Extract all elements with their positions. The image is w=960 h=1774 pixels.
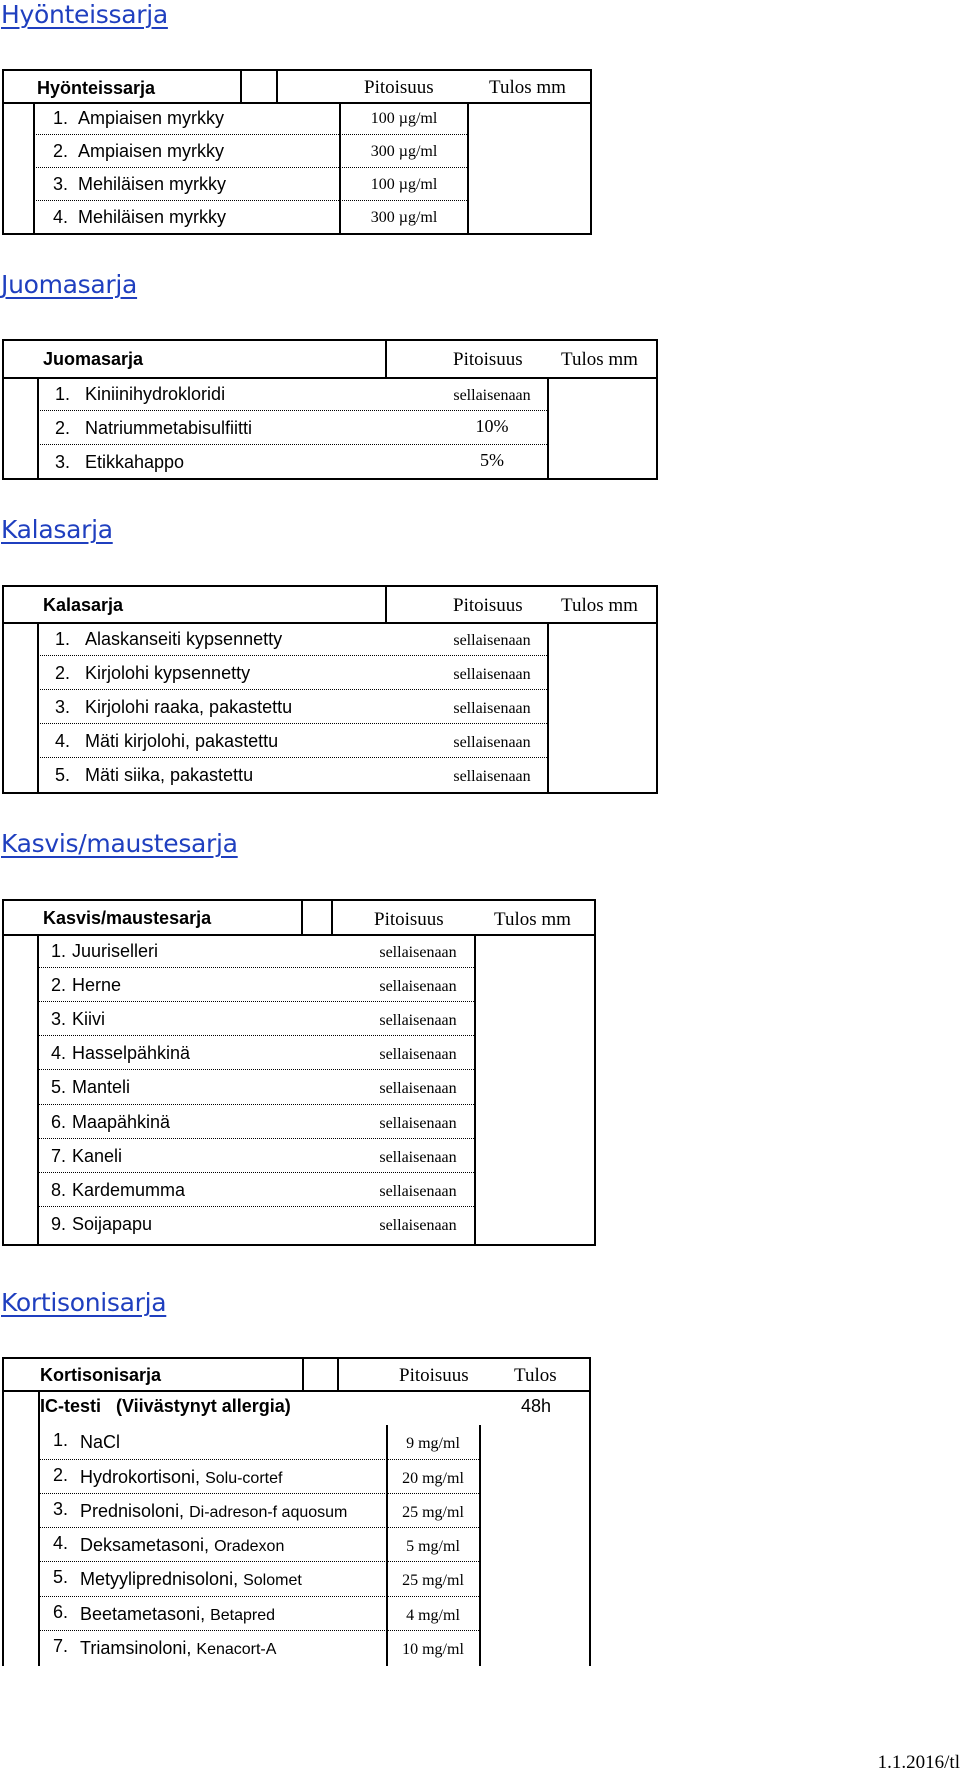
table-row: 2. Ampiaisen myrkky 300 µg/ml bbox=[33, 135, 467, 168]
table-row: 3. Kirjolohi raaka, pakastettu sellaisenaan bbox=[37, 690, 547, 724]
table-header bbox=[4, 341, 656, 379]
header-concentration: Pitoisuus bbox=[374, 909, 444, 930]
table-row: 7. Kaneli sellaisenaan bbox=[37, 1139, 474, 1173]
header-result: Tulos mm bbox=[489, 77, 566, 98]
section-title-juomasarja: Juomasarja bbox=[1, 270, 138, 299]
table-row: 2. Natriummetabisulfiitti 10% bbox=[37, 411, 547, 445]
table-row: 3. Prednisoloni, Di-adreson-f aquosum 25 mg/ml bbox=[39, 1494, 479, 1528]
table-row: 1. Juuriselleri sellaisenaan bbox=[37, 934, 474, 968]
ic-test-time: 48h bbox=[521, 1396, 552, 1416]
table-row: 2. Kirjolohi kypsennetty sellaisenaan bbox=[37, 656, 547, 690]
table-row: 4. Deksametasoni, Oradexon 5 mg/ml bbox=[39, 1528, 479, 1562]
header-series-name: Kalasarja bbox=[43, 595, 124, 615]
table-header bbox=[4, 901, 594, 936]
table-hyonteissarja bbox=[2, 69, 592, 235]
header-result: Tulos mm bbox=[494, 909, 571, 930]
header-concentration: Pitoisuus bbox=[364, 77, 434, 98]
table-row: 3. Mehiläisen myrkky 100 µg/ml bbox=[33, 168, 467, 201]
table-row: 1. Alaskanseiti kypsennetty sellaisenaan bbox=[37, 622, 547, 656]
section-title-kalasarja: Kalasarja bbox=[1, 515, 113, 544]
table-kalasarja bbox=[2, 585, 658, 794]
header-concentration: Pitoisuus bbox=[399, 1365, 469, 1386]
table-row: 2. Hydrokortisoni, Solu-cortef 20 mg/ml bbox=[39, 1460, 479, 1494]
header-series-name: Juomasarja bbox=[43, 349, 144, 369]
table-row: 3. Kiivi sellaisenaan bbox=[37, 1002, 474, 1036]
section-title-kortisonisarja: Kortisonisarja bbox=[1, 1288, 167, 1317]
table-row: 1. Ampiaisen myrkky 100 µg/ml bbox=[33, 102, 467, 135]
table-kortisonisarja bbox=[2, 1357, 591, 1666]
table-row: 6. Maapähkinä sellaisenaan bbox=[37, 1105, 474, 1139]
table-header bbox=[4, 71, 590, 104]
header-series-name: Kasvis/maustesarja bbox=[43, 908, 212, 928]
header-concentration: Pitoisuus bbox=[453, 349, 523, 370]
header-series-name: Kortisonisarja bbox=[40, 1365, 162, 1385]
table-row: 4. Mäti kirjolohi, pakastettu sellaisenaan bbox=[37, 724, 547, 758]
footer-date: 1.1.2016/tl bbox=[877, 1752, 960, 1773]
table-row: 5. Mäti siika, pakastettu sellaisenaan bbox=[55, 765, 531, 785]
table-header bbox=[2, 1357, 591, 1392]
table-kasvis-maustesarja bbox=[2, 899, 596, 1246]
table-row: 1. NaCl 9 mg/ml bbox=[39, 1425, 479, 1460]
table-row: 2. Herne sellaisenaan bbox=[37, 968, 474, 1002]
header-result: Tulos mm bbox=[561, 595, 638, 616]
ic-test-label: IC-testi (Viivästynyt allergia) bbox=[40, 1396, 291, 1416]
header-series-name: Hyönteissarja bbox=[37, 78, 156, 98]
table-row: 3. Etikkahappo 5% bbox=[55, 450, 504, 472]
header-concentration: Pitoisuus bbox=[453, 595, 523, 616]
section-title-kasvis-maustesarja: Kasvis/maustesarja bbox=[1, 829, 238, 858]
table-row: 5. Manteli sellaisenaan bbox=[37, 1070, 474, 1105]
table-row: 8. Kardemumma sellaisenaan bbox=[37, 1173, 474, 1207]
ic-test-subheader bbox=[39, 1390, 589, 1425]
table-row: 4. Hasselpähkinä sellaisenaan bbox=[37, 1036, 474, 1070]
table-header bbox=[4, 587, 656, 624]
table-row: 5. Metyyliprednisoloni, Solomet 25 mg/ml bbox=[39, 1562, 479, 1597]
table-row: 6. Beetametasoni, Betapred 4 mg/ml bbox=[39, 1597, 479, 1631]
header-result: Tulos bbox=[514, 1365, 557, 1386]
table-juomasarja bbox=[2, 339, 658, 480]
section-title-hyonteissarja: Hyönteissarja bbox=[1, 0, 168, 29]
table-row: 7. Triamsinoloni, Kenacort-A 10 mg/ml bbox=[53, 1636, 464, 1658]
header-result: Tulos mm bbox=[561, 349, 638, 370]
table-row: 1. Kiniinihydrokloridi sellaisenaan bbox=[37, 377, 547, 411]
table-row: 4. Mehiläisen myrkky 300 µg/ml bbox=[53, 207, 438, 227]
table-row: 9. Soijapapu sellaisenaan bbox=[51, 1214, 457, 1234]
